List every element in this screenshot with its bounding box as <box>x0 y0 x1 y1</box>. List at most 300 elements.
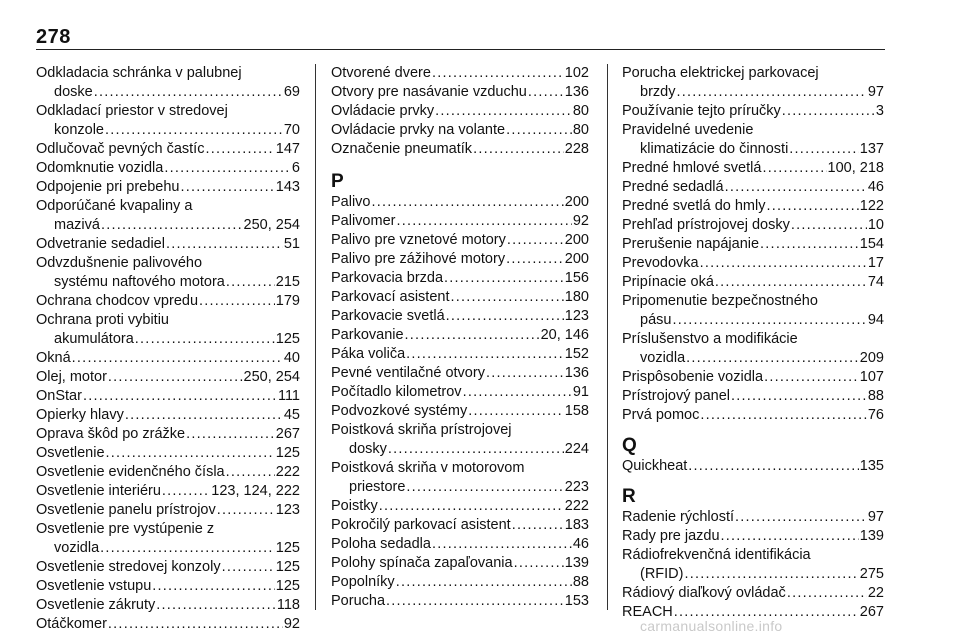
entry-line <box>331 193 589 212</box>
entry-page-ref: 125 <box>275 559 300 575</box>
index-entry <box>331 140 589 159</box>
entry-line <box>622 527 884 546</box>
entry-page-ref: 122 <box>859 198 884 214</box>
entry-line <box>331 307 589 326</box>
index-entry <box>36 463 300 482</box>
entry-line <box>36 558 300 577</box>
entry-term: Osvetlenie interiéru <box>36 483 161 499</box>
dot-leader <box>388 440 564 459</box>
entry-page-ref: 3 <box>875 103 884 119</box>
entry-term: Podvozkové systémy <box>331 403 468 419</box>
dot-leader <box>166 235 283 254</box>
index-entry <box>622 406 884 425</box>
entry-term: Otvorené dvere <box>331 65 431 81</box>
index-entry <box>331 345 589 364</box>
dot-leader <box>444 269 564 288</box>
entry-page-ref: 94 <box>867 312 884 328</box>
index-entry <box>331 83 589 102</box>
entry-term: Prehľad prístrojovej dosky <box>622 217 790 233</box>
entry-line <box>36 83 300 102</box>
dot-leader <box>686 349 859 368</box>
entry-page-ref: 111 <box>277 388 300 404</box>
index-entry <box>622 273 884 292</box>
entry-term: Odlučovač pevných častíc <box>36 141 205 157</box>
entry-term: Poistky <box>331 498 378 514</box>
dot-leader <box>715 273 867 292</box>
entry-line <box>331 231 589 250</box>
dot-leader <box>507 231 564 250</box>
dot-leader <box>506 121 572 140</box>
dot-leader <box>721 527 859 546</box>
dot-leader <box>506 250 564 269</box>
entry-page-ref: 6 <box>291 160 300 176</box>
entry-page-ref: 76 <box>867 407 884 423</box>
entry-line <box>622 254 884 273</box>
entry-heading-line: Príslušenstvo a modifikácie <box>622 331 798 347</box>
entry-page-ref: 20, 146 <box>540 327 589 343</box>
entry-term: Oprava škôd po zrážke <box>36 426 186 442</box>
entry-page-ref: 80 <box>572 103 589 119</box>
entry-page-ref: 224 <box>564 441 589 457</box>
entry-term: Otáčkomer <box>36 616 107 632</box>
dot-leader <box>217 501 275 520</box>
entry-page-ref: 97 <box>867 84 884 100</box>
entry-term: Odomknutie vozidla <box>36 160 164 176</box>
dot-leader <box>164 159 291 178</box>
entry-line <box>622 102 884 121</box>
entry-line <box>331 592 589 611</box>
entry-term: Osvetlenie vstupu <box>36 578 152 594</box>
entry-term: Predné svetlá do hmly <box>622 198 766 214</box>
dot-leader <box>372 193 564 212</box>
dot-leader <box>463 383 572 402</box>
index-entry <box>36 197 300 235</box>
entry-line <box>36 425 300 444</box>
entry-page-ref: 40 <box>283 350 300 366</box>
entry-heading-line: Odporúčané kvapaliny a <box>36 198 193 214</box>
entry-term: Rádiový diaľkový ovládač <box>622 585 786 601</box>
entry-page-ref: 222 <box>564 498 589 514</box>
entry-page-ref: 153 <box>564 593 589 609</box>
entry-page-ref: 222 <box>275 464 300 480</box>
dot-leader <box>101 216 243 235</box>
entry-heading-line: Odkladací priestor v stredovej <box>36 103 228 119</box>
entry-line <box>622 508 884 527</box>
dot-leader <box>94 83 283 102</box>
entry-heading-line: Pripomenutie bezpečnostného <box>622 293 818 309</box>
dot-leader <box>186 425 275 444</box>
dot-leader <box>406 345 564 364</box>
dot-leader <box>486 364 564 383</box>
index-entry <box>331 364 589 383</box>
dot-leader <box>528 83 564 102</box>
dot-leader <box>432 535 572 554</box>
entry-page-ref: 228 <box>564 141 589 157</box>
entry-line <box>331 402 589 421</box>
entry-line <box>331 83 589 102</box>
entry-line <box>36 235 300 254</box>
entry-line <box>36 349 300 368</box>
entry-line <box>36 387 300 406</box>
entry-line <box>331 535 589 554</box>
dot-leader <box>512 516 564 535</box>
entry-page-ref: 123 <box>564 308 589 324</box>
index-entry <box>331 497 589 516</box>
index-entry <box>622 457 884 476</box>
entry-page-ref: 250, 254 <box>243 369 300 385</box>
entry-term: (RFID) <box>640 566 684 582</box>
entry-page-ref: 88 <box>867 388 884 404</box>
entry-term: Polohy spínača zapaľovania <box>331 555 513 571</box>
index-entry <box>622 235 884 254</box>
index-entry <box>36 482 300 501</box>
dot-leader <box>181 178 275 197</box>
entry-line <box>36 539 300 558</box>
entry-heading-line: Porucha elektrickej parkovacej <box>622 65 819 81</box>
index-entry <box>331 231 589 250</box>
entry-term: Prístrojový panel <box>622 388 730 404</box>
entry-page-ref: 17 <box>867 255 884 271</box>
entry-page-ref: 156 <box>564 270 589 286</box>
entry-page-ref: 70 <box>283 122 300 138</box>
entry-line <box>331 121 589 140</box>
entry-page-ref: 45 <box>283 407 300 423</box>
dot-leader <box>764 368 859 387</box>
section-letter: Q <box>622 435 637 456</box>
index-entry <box>331 516 589 535</box>
entry-line <box>331 326 589 345</box>
entry-page-ref: 125 <box>275 578 300 594</box>
entry-page-ref: 80 <box>572 122 589 138</box>
entry-line <box>36 577 300 596</box>
dot-leader <box>432 64 564 83</box>
entry-page-ref: 136 <box>564 365 589 381</box>
dot-leader <box>125 406 283 425</box>
entry-term: mazivá <box>54 217 100 233</box>
entry-line <box>36 501 300 520</box>
entry-term: Palivo pre vznetové motory <box>331 232 506 248</box>
entry-term: Odvetranie sedadiel <box>36 236 165 252</box>
entry-line <box>622 406 884 425</box>
page-number: 278 <box>36 26 71 48</box>
index-entry <box>622 584 884 603</box>
entry-page-ref: 102 <box>564 65 589 81</box>
index-entry <box>331 535 589 554</box>
entry-page-ref: 250, 254 <box>243 217 300 233</box>
entry-line <box>331 554 589 573</box>
entry-page-ref: 200 <box>564 232 589 248</box>
index-entry <box>36 292 300 311</box>
entry-line <box>622 197 884 216</box>
entry-line <box>36 482 300 501</box>
entry-term: Ovládacie prvky na volante <box>331 122 506 138</box>
index-entry <box>36 577 300 596</box>
entry-page-ref: 51 <box>283 236 300 252</box>
entry-page-ref: 88 <box>572 574 589 590</box>
entry-heading-line: Poistková skriňa v motorovom <box>331 460 525 476</box>
index-entry <box>331 193 589 212</box>
entry-page-ref: 22 <box>867 585 884 601</box>
entry-heading-line: Rádiofrekvenčná identifikácia <box>622 547 811 563</box>
index-entry <box>331 573 589 592</box>
dot-leader <box>406 478 563 497</box>
dot-leader <box>468 402 564 421</box>
index-entry <box>36 387 300 406</box>
entry-line <box>331 478 589 497</box>
entry-term: Opierky hlavy <box>36 407 124 423</box>
entry-term: Prevodovka <box>622 255 699 271</box>
entry-term: akumulátora <box>54 331 134 347</box>
entry-term: Páka voliča <box>331 346 406 362</box>
entry-term: Osvetlenie evidenčného čísla <box>36 464 225 480</box>
index-entry <box>331 592 589 611</box>
entry-heading-line: Odvzdušnenie palivového <box>36 255 203 271</box>
entry-line <box>36 159 300 178</box>
dot-leader <box>676 83 866 102</box>
entry-page-ref: 267 <box>859 604 884 620</box>
index-entry <box>622 159 884 178</box>
entry-line <box>331 250 589 269</box>
entry-page-ref: 200 <box>564 251 589 267</box>
entry-line <box>622 273 884 292</box>
index-entry <box>36 349 300 368</box>
dot-leader <box>791 216 867 235</box>
dot-leader <box>108 368 243 387</box>
entry-line <box>36 140 300 159</box>
entry-page-ref: 135 <box>859 458 884 474</box>
entry-line <box>36 406 300 425</box>
entry-term: systému naftového motora <box>54 274 225 290</box>
entry-term: Predné sedadlá <box>622 179 724 195</box>
entry-term: Palivo <box>331 194 371 210</box>
entry-term: Počítadlo kilometrov <box>331 384 462 400</box>
index-entry <box>36 235 300 254</box>
entry-line <box>331 64 589 83</box>
entry-term: Osvetlenie panelu prístrojov <box>36 502 216 518</box>
entry-page-ref: 147 <box>275 141 300 157</box>
index-entry <box>622 330 884 368</box>
entry-page-ref: 154 <box>859 236 884 252</box>
entry-line <box>622 235 884 254</box>
index-entry <box>36 64 300 102</box>
index-entry <box>622 508 884 527</box>
entry-heading-line: Odkladacia schránka v palubnej <box>36 65 242 81</box>
entry-term: Poloha sedadla <box>331 536 431 552</box>
column-divider <box>607 64 608 610</box>
entry-line <box>331 516 589 535</box>
entry-line <box>36 368 300 387</box>
dot-leader <box>685 565 859 584</box>
index-column-2 <box>331 64 589 611</box>
dot-leader <box>782 102 875 121</box>
entry-line <box>331 573 589 592</box>
dot-leader <box>396 573 572 592</box>
entry-term: Osvetlenie stredovej konzoly <box>36 559 221 575</box>
entry-page-ref: 179 <box>275 293 300 309</box>
dot-leader <box>100 539 275 558</box>
entry-term: dosky <box>349 441 387 457</box>
dot-leader <box>700 406 866 425</box>
entry-term: brzdy <box>640 84 676 100</box>
index-entry <box>331 326 589 345</box>
index-entry <box>622 527 884 546</box>
entry-line <box>331 269 589 288</box>
index-entry <box>622 102 884 121</box>
index-entry <box>36 520 300 558</box>
entry-page-ref: 123, 124, 222 <box>211 483 300 499</box>
entry-line <box>622 457 884 476</box>
entry-page-ref: 125 <box>275 540 300 556</box>
index-entry <box>331 250 589 269</box>
entry-term: Osvetlenie <box>36 445 105 461</box>
index-entry <box>331 121 589 140</box>
index-entry <box>36 615 300 634</box>
dot-leader <box>789 140 859 159</box>
index-entry <box>331 307 589 326</box>
index-entry <box>622 121 884 159</box>
entry-page-ref: 123 <box>275 502 300 518</box>
index-entry <box>36 102 300 140</box>
index-entry <box>622 387 884 406</box>
entry-page-ref: 69 <box>283 84 300 100</box>
entry-page-ref: 97 <box>867 509 884 525</box>
column-divider <box>315 64 316 610</box>
entry-line <box>36 292 300 311</box>
entry-page-ref: 139 <box>564 555 589 571</box>
dot-leader <box>105 121 283 140</box>
index-entry <box>331 64 589 83</box>
index-entry <box>331 421 589 459</box>
entry-line <box>36 273 300 292</box>
index-entry <box>36 558 300 577</box>
entry-heading-line: Pravidelné uvedenie <box>622 122 754 138</box>
entry-page-ref: 152 <box>564 346 589 362</box>
index-entry <box>331 212 589 231</box>
index-entry <box>36 140 300 159</box>
entry-line <box>622 311 884 330</box>
entry-line <box>331 212 589 231</box>
index-entry <box>622 64 884 102</box>
entry-term: Palivomer <box>331 213 396 229</box>
entry-term: vozidla <box>640 350 686 366</box>
entry-term: Parkovacie svetlá <box>331 308 445 324</box>
entry-term: Parkovací asistent <box>331 289 450 305</box>
dot-leader <box>435 102 572 121</box>
entry-page-ref: 136 <box>564 84 589 100</box>
entry-term: doske <box>54 84 93 100</box>
entry-line <box>331 102 589 121</box>
entry-page-ref: 137 <box>859 141 884 157</box>
entry-page-ref: 10 <box>867 217 884 233</box>
entry-term: Palivo pre zážihové motory <box>331 251 506 267</box>
dot-leader <box>396 212 571 231</box>
dot-leader <box>762 159 826 178</box>
entry-line <box>622 140 884 159</box>
entry-line <box>622 178 884 197</box>
dot-leader <box>226 273 275 292</box>
entry-heading-line: Ochrana proti vybitiu <box>36 312 169 328</box>
entry-page-ref: 125 <box>275 331 300 347</box>
index-entry <box>331 459 589 497</box>
index-entry <box>622 197 884 216</box>
entry-page-ref: 180 <box>564 289 589 305</box>
entry-term: Olej, motor <box>36 369 107 385</box>
dot-leader <box>83 387 277 406</box>
entry-term: Pripínacie oká <box>622 274 714 290</box>
index-entry <box>331 402 589 421</box>
entry-page-ref: 92 <box>572 213 589 229</box>
entry-term: Označenie pneumatík <box>331 141 473 157</box>
index-entry <box>622 254 884 273</box>
index-entry <box>331 554 589 573</box>
dot-leader <box>386 592 564 611</box>
index-entry <box>36 254 300 292</box>
entry-term: OnStar <box>36 388 82 404</box>
dot-leader <box>787 584 867 603</box>
dot-leader <box>446 307 564 326</box>
entry-term: klimatizácie do činnosti <box>640 141 789 157</box>
index-column-3 <box>622 64 884 622</box>
entry-page-ref: 46 <box>867 179 884 195</box>
entry-term: priestore <box>349 479 406 495</box>
section-letter: P <box>331 171 344 192</box>
entry-term: pásu <box>640 312 672 328</box>
entry-heading-line: Osvetlenie pre vystúpenie z <box>36 521 215 537</box>
dot-leader <box>514 554 564 573</box>
dot-leader <box>222 558 275 577</box>
index-entry <box>36 596 300 615</box>
entry-term: REACH <box>622 604 673 620</box>
watermark: carmanualsonline.info <box>640 618 783 634</box>
entry-term: Otvory pre nasávanie vzduchu <box>331 84 527 100</box>
dot-leader <box>405 326 540 345</box>
entry-line <box>36 615 300 634</box>
dot-leader <box>473 140 564 159</box>
dot-leader <box>72 349 283 368</box>
entry-term: Predné hmlové svetlá <box>622 160 762 176</box>
header-rule <box>36 49 885 50</box>
index-entry <box>36 425 300 444</box>
dot-leader <box>162 482 210 501</box>
entry-line <box>331 383 589 402</box>
entry-term: Rady pre jazdu <box>622 528 720 544</box>
entry-page-ref: 74 <box>867 274 884 290</box>
index-column-1 <box>36 64 300 634</box>
entry-line <box>36 444 300 463</box>
dot-leader <box>672 311 866 330</box>
index-entry <box>331 269 589 288</box>
section-letter: R <box>622 486 636 507</box>
entry-line <box>622 584 884 603</box>
entry-heading-line: Poistková skriňa prístrojovej <box>331 422 512 438</box>
entry-line <box>622 349 884 368</box>
dot-leader <box>156 596 276 615</box>
entry-term: Prvá pomoc <box>622 407 700 423</box>
entry-term: Radenie rýchlostí <box>622 509 735 525</box>
entry-line <box>36 121 300 140</box>
dot-leader <box>106 444 275 463</box>
index-entry <box>36 159 300 178</box>
entry-line <box>331 345 589 364</box>
dot-leader <box>152 577 275 596</box>
dot-leader <box>205 140 274 159</box>
dot-leader <box>725 178 867 197</box>
entry-term: Pokročilý parkovací asistent <box>331 517 511 533</box>
entry-page-ref: 46 <box>572 536 589 552</box>
entry-page-ref: 275 <box>859 566 884 582</box>
entry-page-ref: 267 <box>275 426 300 442</box>
entry-line <box>622 565 884 584</box>
